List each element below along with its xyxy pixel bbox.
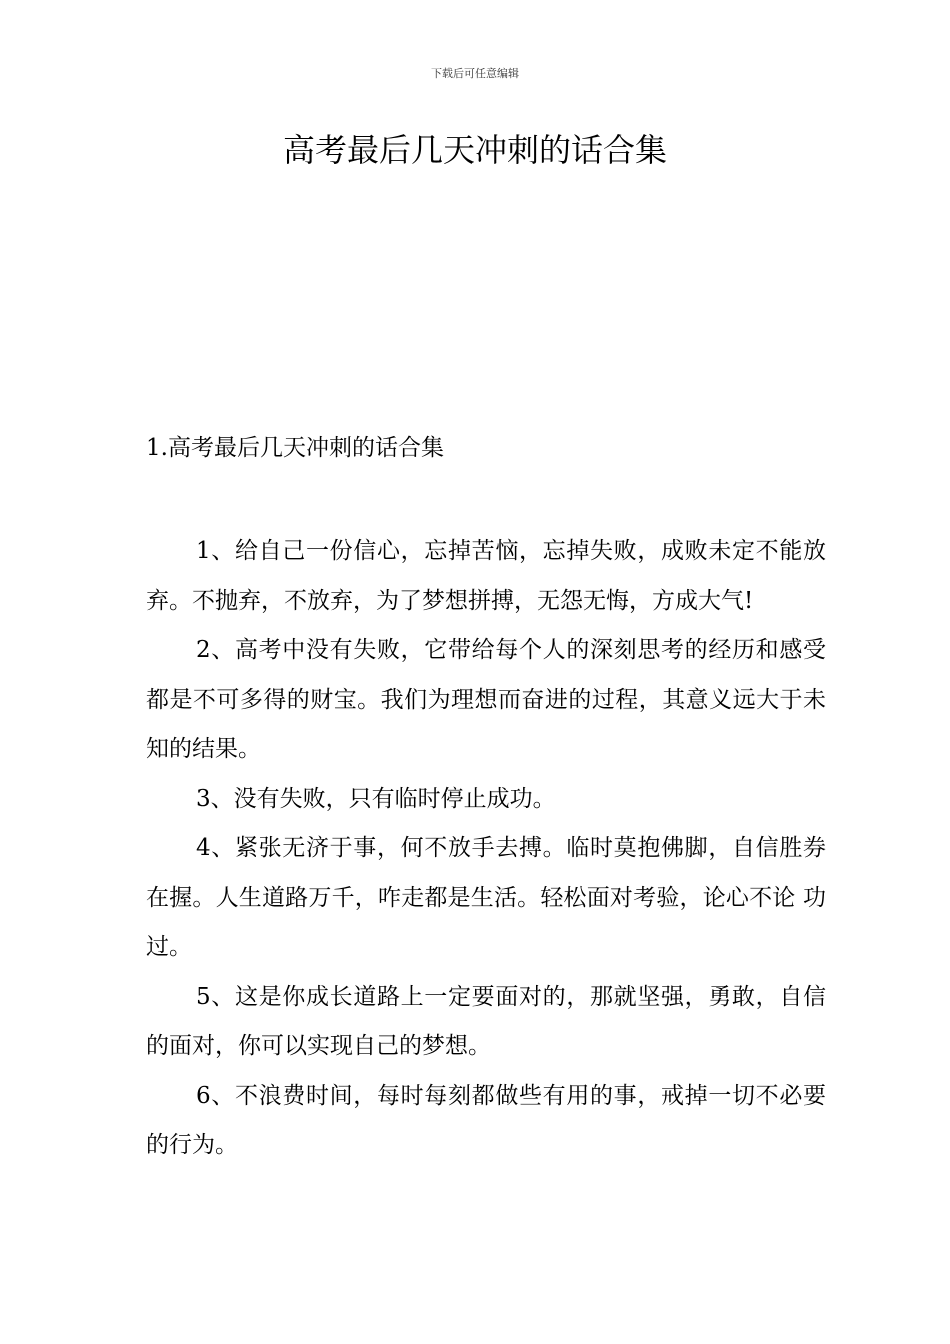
paragraph-1: 1、给自己一份信心，忘掉苦恼，忘掉失败，成败未定不能放弃。不抛弃，不放弃，为了梦想拼搏，无怨无悔，方成大气!	[146, 538, 826, 614]
document-title: 高考最后几天冲刺的话合集	[282, 131, 667, 169]
paragraph-4: 4、紧张无济于事，何不放手去搏。临时莫抱佛脚，自信胜券在握。人生道路万千，咋走都是生活。轻松面对考验，论心不论 功过。	[146, 835, 826, 960]
header-note: 下载后可任意编辑	[431, 67, 519, 80]
paragraph-3: 3、没有失败，只有临时停止成功。	[196, 785, 556, 812]
paragraph-5: 5、这是你成长道路上一定要面对的，那就坚强，勇敢，自信的面对，你可以实现自己的梦想。	[146, 983, 826, 1059]
paragraph-2: 2、高考中没有失败，它带给每个人的深刻思考的经历和感受都是不可多得的财宝。我们为理想而奋进的过程，其意义远大于未知的结果。	[146, 637, 826, 762]
body-text	[146, 527, 826, 1171]
section-heading: 1.高考最后几天冲刺的话合集	[146, 435, 444, 461]
paragraph-6: 6、不浪费时间，每时每刻都做些有用的事，戒掉一切不必要的行为。	[146, 1082, 826, 1158]
